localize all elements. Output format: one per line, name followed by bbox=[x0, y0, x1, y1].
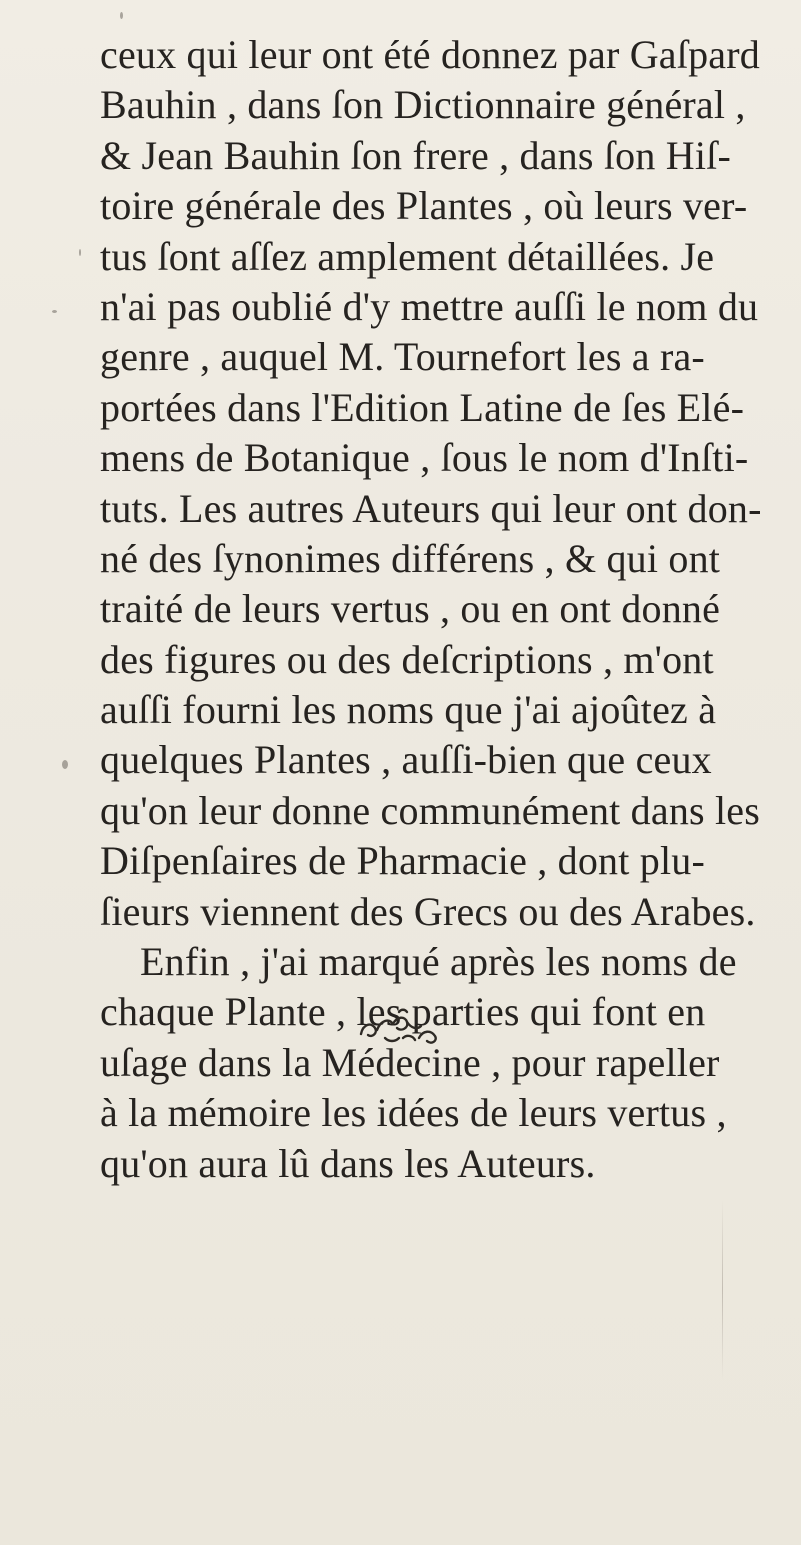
body-text bbox=[100, 30, 790, 1189]
text-line: auſſi fourni les noms que j'ai ajoûtez à bbox=[100, 687, 717, 733]
text-line: des figures ou des deſcriptions , m'ont bbox=[100, 636, 714, 682]
text-line: qu'on leur donne communément dans les bbox=[100, 787, 761, 833]
fleuron-icon bbox=[355, 1008, 445, 1048]
text-line: ſieurs viennent des Grecs ou des Arabes. bbox=[100, 888, 756, 934]
ink-speck bbox=[120, 12, 123, 19]
text-line: né des ſynonimes différens , & qui ont bbox=[100, 535, 721, 581]
text-line: Diſpenſaires de Pharmacie , dont plu- bbox=[100, 838, 705, 884]
text-line: & Jean Bauhin ſon frere , dans ſon Hiſ- bbox=[100, 132, 731, 178]
text-line: Bauhin , dans ſon Dictionnaire général , bbox=[100, 82, 746, 128]
text-line: uſage dans la Médecine , pour rapeller bbox=[100, 1039, 720, 1085]
ink-speck bbox=[79, 249, 81, 256]
text-line: Enfin , j'ai marqué après les noms de bbox=[140, 939, 737, 985]
text-line: tus ſont aſſez amplement détaillées. Je bbox=[100, 233, 715, 279]
text-line: traité de leurs vertus , ou en ont donné bbox=[100, 586, 721, 632]
text-line: ceux qui leur ont été donnez par Gaſpard bbox=[100, 32, 760, 77]
text-line: portées dans l'Edition Latine de ſes Elé- bbox=[100, 384, 745, 430]
text-line: à la mémoire les idées de leurs vertus , bbox=[100, 1090, 727, 1136]
ink-speck bbox=[52, 310, 57, 313]
paper-crease bbox=[722, 1200, 723, 1380]
text-line: mens de Botanique , ſous le nom d'Inſti- bbox=[100, 435, 749, 481]
text-line: qu'on aura lû dans les Auteurs. bbox=[100, 1140, 596, 1186]
text-line: tuts. Les autres Auteurs qui leur ont don- bbox=[100, 485, 762, 531]
text-line: genre , auquel M. Tournefort les a ra- bbox=[100, 334, 705, 380]
text-line: n'ai pas oublié d'y mettre auſſi le nom du bbox=[100, 283, 759, 329]
text-line: toire générale des Plantes , où leurs ver- bbox=[100, 183, 748, 229]
text-line: chaque Plante , les parties qui font en bbox=[100, 989, 706, 1035]
text-line: quelques Plantes , auſſi-bien que ceux bbox=[100, 737, 712, 783]
ink-speck bbox=[62, 760, 68, 769]
